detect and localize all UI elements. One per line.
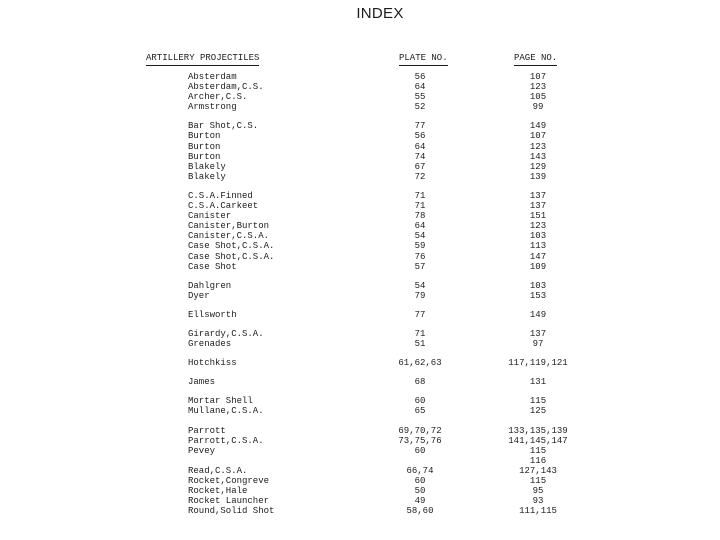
page-number: 116 bbox=[529, 455, 547, 466]
plate-number: 55 bbox=[414, 92, 426, 103]
index-row bbox=[0, 426, 720, 436]
entry-name: Archer,C.S. bbox=[188, 92, 248, 103]
page-number: 137 bbox=[529, 190, 547, 201]
plate-number: 56 bbox=[414, 131, 426, 142]
page-number: 107 bbox=[529, 131, 547, 142]
entry-name: Burton bbox=[188, 141, 221, 152]
entry-name: Burton bbox=[188, 131, 221, 142]
index-entries bbox=[0, 72, 720, 516]
page-number: 153 bbox=[529, 290, 547, 301]
plate-number: 50 bbox=[414, 486, 426, 497]
entry-name: Ellsworth bbox=[188, 309, 237, 320]
entry-name: Armstrong bbox=[188, 102, 237, 113]
page-number: 147 bbox=[529, 251, 547, 262]
plate-number: 60 bbox=[414, 396, 426, 407]
plate-number: 74 bbox=[414, 151, 426, 162]
entry-name: Pevey bbox=[188, 445, 216, 456]
entry-name: Hotchkiss bbox=[188, 358, 237, 369]
index-row bbox=[0, 377, 720, 387]
index-row bbox=[0, 281, 720, 291]
index-row bbox=[0, 339, 720, 349]
page-number: 115 bbox=[529, 445, 547, 456]
plate-number: 73,75,76 bbox=[398, 435, 442, 446]
index-row bbox=[0, 92, 720, 102]
plate-number: 64 bbox=[414, 221, 426, 232]
index-row bbox=[0, 252, 720, 262]
entry-name: Bar Shot,C.S. bbox=[188, 121, 259, 132]
entry-name: Grenades bbox=[188, 339, 232, 350]
entry-name: Case Shot,C.S.A. bbox=[188, 251, 275, 262]
plate-number: 71 bbox=[414, 328, 426, 339]
entry-name: C.S.A.Carkeet bbox=[188, 201, 259, 212]
page-number: 103 bbox=[529, 231, 547, 242]
entry-name: Absterdam,C.S. bbox=[188, 82, 264, 93]
index-row bbox=[0, 221, 720, 231]
plate-number: 76 bbox=[414, 251, 426, 262]
index-row bbox=[0, 291, 720, 301]
page-number: 151 bbox=[529, 211, 547, 222]
plate-number: 58,60 bbox=[406, 506, 434, 517]
page-number: 141,145,147 bbox=[508, 435, 568, 446]
index-row bbox=[0, 476, 720, 486]
entry-name: Canister bbox=[188, 211, 232, 222]
page-number: 103 bbox=[529, 280, 547, 291]
entry-name: Parrott bbox=[188, 425, 226, 436]
plate-number: 54 bbox=[414, 280, 426, 291]
plate-number: 57 bbox=[414, 261, 426, 272]
page-number: 123 bbox=[529, 141, 547, 152]
index-row bbox=[0, 211, 720, 221]
page-number: 125 bbox=[529, 406, 547, 417]
entry-name: Burton bbox=[188, 151, 221, 162]
index-row bbox=[0, 72, 720, 82]
index-row bbox=[0, 446, 720, 456]
entry-name: Case Shot bbox=[188, 261, 237, 272]
entry-name: Dyer bbox=[188, 290, 210, 301]
plate-number: 72 bbox=[414, 171, 426, 182]
page-number: 131 bbox=[529, 377, 547, 388]
plate-number: 52 bbox=[414, 102, 426, 113]
plate-number: 54 bbox=[414, 231, 426, 242]
index-row bbox=[0, 262, 720, 272]
plate-number: 64 bbox=[414, 82, 426, 93]
page-column-header: PAGE NO. bbox=[514, 53, 557, 66]
index-row bbox=[0, 329, 720, 339]
page-number: 109 bbox=[529, 261, 547, 272]
index-row bbox=[0, 142, 720, 152]
index-row bbox=[0, 436, 720, 446]
index-row bbox=[0, 406, 720, 416]
index-row bbox=[0, 466, 720, 476]
page-number: 117,119,121 bbox=[508, 358, 568, 369]
index-row bbox=[0, 121, 720, 131]
entry-name: C.S.A.Finned bbox=[188, 190, 253, 201]
entry-name: Dahlgren bbox=[188, 280, 232, 291]
entry-name: Rocket Launcher bbox=[188, 496, 270, 507]
page-number: 123 bbox=[529, 82, 547, 93]
entry-name: Blakely bbox=[188, 161, 226, 172]
page-number: 99 bbox=[532, 102, 544, 113]
entry-name: Canister,C.S.A. bbox=[188, 231, 270, 242]
plate-number: 64 bbox=[414, 141, 426, 152]
index-row bbox=[0, 496, 720, 506]
page-number: 107 bbox=[529, 72, 547, 82]
entry-name: Rocket,Congreve bbox=[188, 476, 270, 486]
entry-name: Round,Solid Shot bbox=[188, 506, 275, 517]
entry-name: Canister,Burton bbox=[188, 221, 270, 232]
page-number: 113 bbox=[529, 241, 547, 252]
page-number: 97 bbox=[532, 339, 544, 350]
plate-number: 65 bbox=[414, 406, 426, 417]
page-number: 133,135,139 bbox=[508, 425, 568, 436]
page-number: 115 bbox=[529, 396, 547, 407]
page-number: 123 bbox=[529, 221, 547, 232]
plate-number: 60 bbox=[414, 476, 426, 486]
index-row bbox=[0, 358, 720, 368]
index-row bbox=[0, 506, 720, 516]
entry-name: Girardy,C.S.A. bbox=[188, 328, 264, 339]
plate-number: 69,70,72 bbox=[398, 425, 442, 436]
entry-name: Rocket,Hale bbox=[188, 486, 248, 497]
plate-number: 56 bbox=[414, 72, 426, 82]
plate-number: 67 bbox=[414, 161, 426, 172]
index-row bbox=[0, 486, 720, 496]
plate-number: 77 bbox=[414, 121, 426, 132]
plate-number: 79 bbox=[414, 290, 426, 301]
page-number: 149 bbox=[529, 121, 547, 132]
plate-number: 66,74 bbox=[406, 465, 434, 476]
index-row bbox=[0, 162, 720, 172]
category-header: ARTILLERY PROJECTILES bbox=[146, 53, 259, 66]
page-number: 95 bbox=[532, 486, 544, 497]
plate-number: 78 bbox=[414, 211, 426, 222]
plate-number: 71 bbox=[414, 201, 426, 212]
page-number: 137 bbox=[529, 201, 547, 212]
index-row bbox=[0, 131, 720, 141]
index-row bbox=[0, 396, 720, 406]
page-number: 105 bbox=[529, 92, 547, 103]
plate-number: 77 bbox=[414, 309, 426, 320]
page-number: 93 bbox=[532, 496, 544, 507]
index-row bbox=[0, 191, 720, 201]
index-row bbox=[0, 231, 720, 241]
index-row bbox=[0, 102, 720, 112]
plate-number: 51 bbox=[414, 339, 426, 350]
index-row bbox=[0, 152, 720, 162]
page-number: 127,143 bbox=[519, 465, 557, 476]
index-row bbox=[0, 201, 720, 211]
index-row bbox=[0, 310, 720, 320]
page-number: 129 bbox=[529, 161, 547, 172]
page-number: 143 bbox=[529, 151, 547, 162]
page-number: 115 bbox=[529, 476, 547, 486]
entry-name: Blakely bbox=[188, 171, 226, 182]
plate-number: 60 bbox=[414, 445, 426, 456]
plate-number: 49 bbox=[414, 496, 426, 507]
page-number: 149 bbox=[529, 309, 547, 320]
entry-name: Case Shot,C.S.A. bbox=[188, 241, 275, 252]
entry-name: Mortar Shell bbox=[188, 396, 253, 407]
plate-number: 59 bbox=[414, 241, 426, 252]
entry-name: Parrott,C.S.A. bbox=[188, 435, 264, 446]
index-row bbox=[0, 82, 720, 92]
page-number: 111,115 bbox=[519, 506, 557, 517]
entry-name: Mullane,C.S.A. bbox=[188, 406, 264, 417]
index-row bbox=[0, 241, 720, 251]
page-number: 139 bbox=[529, 171, 547, 182]
entry-name: Read,C.S.A. bbox=[188, 465, 248, 476]
index-row bbox=[0, 456, 720, 466]
plate-number: 68 bbox=[414, 377, 426, 388]
plate-column-header: PLATE NO. bbox=[399, 53, 448, 66]
entry-name: James bbox=[188, 377, 216, 388]
index-row bbox=[0, 172, 720, 182]
plate-number: 61,62,63 bbox=[398, 358, 442, 369]
page-title: INDEX bbox=[356, 5, 404, 22]
page-number: 137 bbox=[529, 328, 547, 339]
plate-number: 71 bbox=[414, 190, 426, 201]
entry-name: Absterdam bbox=[188, 72, 237, 82]
